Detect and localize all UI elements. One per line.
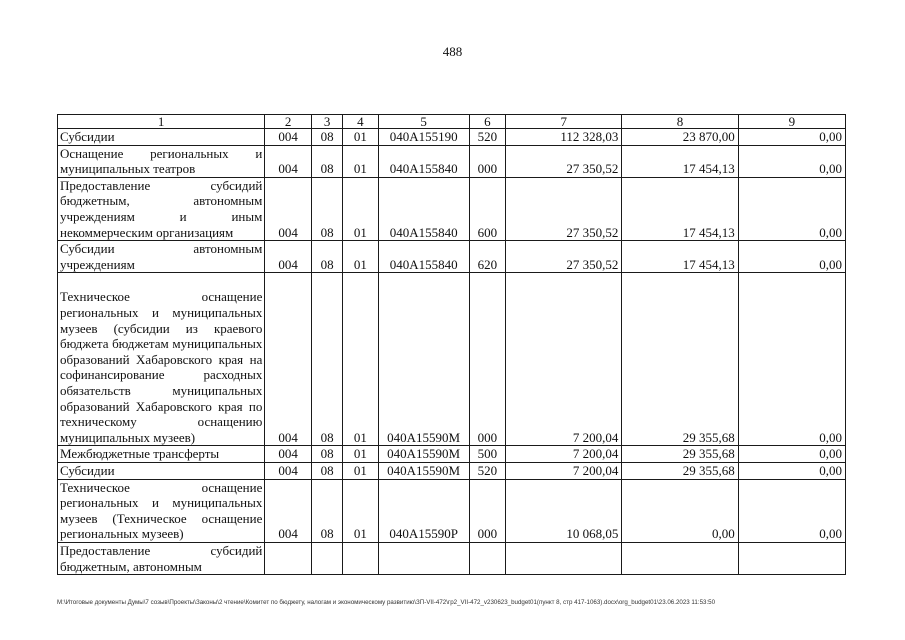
subsection-cell: 01 <box>343 273 378 446</box>
section-cell: 08 <box>311 273 342 446</box>
table-row <box>58 241 846 273</box>
code-cell: 004 <box>265 446 312 463</box>
amount-cell: 0,00 <box>738 273 845 446</box>
document-path-footer: М:\Итоговые документы Думы\7 созыв\Проекты\Законы\2 чтение\Комитет по бюджету, налогам и экономическому развитию\ЗП-VII-472\гр2_VII-472_v230623_budget01(пункт 8, стр 417-1063).docx\org_budget01\23.06.2023 11:53:50 <box>57 599 716 606</box>
column-header: 9 <box>738 115 845 129</box>
table-header-row <box>58 115 846 129</box>
row-name-cell: Оснащение региональных и муниципальных театров <box>58 145 265 177</box>
amount-cell: 0,00 <box>738 479 845 542</box>
section-cell: 08 <box>311 145 342 177</box>
amount-cell: 27 350,52 <box>506 145 622 177</box>
code-cell: 004 <box>265 479 312 542</box>
expense-type-cell <box>469 542 505 574</box>
subsection-cell <box>343 542 378 574</box>
amount-cell: 10 068,05 <box>506 479 622 542</box>
subsection-cell: 01 <box>343 462 378 479</box>
row-name-cell: Субсидии <box>58 462 265 479</box>
table-row <box>58 542 846 574</box>
amount-cell: 0,00 <box>738 241 845 273</box>
expense-type-cell: 000 <box>469 273 505 446</box>
page-number: 488 <box>442 44 463 59</box>
expense-type-cell: 600 <box>469 177 505 240</box>
row-name-cell: Предоставление субсидий бюджетным, автономным учреждениям и иным некоммерческим организациям <box>58 177 265 240</box>
column-header: 7 <box>506 115 622 129</box>
amount-cell: 0,00 <box>738 145 845 177</box>
code-cell: 004 <box>265 145 312 177</box>
row-name-cell: Субсидии автономным учреждениям <box>58 241 265 273</box>
amount-cell: 0,00 <box>738 446 845 463</box>
amount-cell: 0,00 <box>738 129 845 146</box>
row-name-cell: Предоставление субсидий бюджетным, автономным <box>58 542 265 574</box>
column-header: 3 <box>311 115 342 129</box>
row-name-cell: Субсидии <box>58 129 265 146</box>
amount-cell: 23 870,00 <box>622 129 738 146</box>
section-cell: 08 <box>311 479 342 542</box>
amount-cell: 17 454,13 <box>622 177 738 240</box>
column-header: 1 <box>58 115 265 129</box>
table-row <box>58 273 846 446</box>
table-row <box>58 177 846 240</box>
amount-cell <box>506 542 622 574</box>
expense-type-cell: 000 <box>469 145 505 177</box>
amount-cell <box>622 542 738 574</box>
target-article-cell: 040А15590Р <box>378 479 469 542</box>
amount-cell: 27 350,52 <box>506 241 622 273</box>
expense-type-cell: 620 <box>469 241 505 273</box>
amount-cell: 0,00 <box>738 177 845 240</box>
target-article-cell: 040А155840 <box>378 145 469 177</box>
amount-cell: 17 454,13 <box>622 145 738 177</box>
amount-cell: 0,00 <box>622 479 738 542</box>
expense-type-cell: 520 <box>469 462 505 479</box>
column-header: 6 <box>469 115 505 129</box>
row-name-cell: Техническое оснащение региональных и муниципальных музеев (субсидии из краевого бюджета бюджетам муниципальных образований Хабаровского края на софинансирование расходных обязательств муниципальных образований Хабаровского края по техническому оснащению муниципальных музеев) <box>58 273 265 446</box>
code-cell: 004 <box>265 241 312 273</box>
column-header: 8 <box>622 115 738 129</box>
row-name-cell: Техническое оснащение региональных и муниципальных музеев (Техническое оснащение региональных музеев) <box>58 479 265 542</box>
column-header: 2 <box>265 115 312 129</box>
code-cell: 004 <box>265 129 312 146</box>
expense-type-cell: 520 <box>469 129 505 146</box>
amount-cell: 29 355,68 <box>622 462 738 479</box>
amount-cell: 112 328,03 <box>506 129 622 146</box>
code-cell: 004 <box>265 177 312 240</box>
table-row <box>58 446 846 463</box>
code-cell: 004 <box>265 462 312 479</box>
target-article-cell: 040А155840 <box>378 177 469 240</box>
amount-cell: 29 355,68 <box>622 273 738 446</box>
amount-cell: 7 200,04 <box>506 462 622 479</box>
target-article-cell: 040А155840 <box>378 241 469 273</box>
table-row <box>58 145 846 177</box>
amount-cell: 17 454,13 <box>622 241 738 273</box>
amount-cell: 27 350,52 <box>506 177 622 240</box>
section-cell: 08 <box>311 241 342 273</box>
subsection-cell: 01 <box>343 145 378 177</box>
amount-cell: 7 200,04 <box>506 446 622 463</box>
column-header: 5 <box>378 115 469 129</box>
amount-cell: 7 200,04 <box>506 273 622 446</box>
subsection-cell: 01 <box>343 177 378 240</box>
section-cell: 08 <box>311 462 342 479</box>
subsection-cell: 01 <box>343 446 378 463</box>
column-header: 4 <box>343 115 378 129</box>
row-name-cell: Межбюджетные трансферты <box>58 446 265 463</box>
target-article-cell: 040А15590М <box>378 273 469 446</box>
section-cell <box>311 542 342 574</box>
subsection-cell: 01 <box>343 479 378 542</box>
table-row <box>58 129 846 146</box>
amount-cell: 0,00 <box>738 462 845 479</box>
section-cell: 08 <box>311 177 342 240</box>
amount-cell: 29 355,68 <box>622 446 738 463</box>
section-cell: 08 <box>311 129 342 146</box>
expense-type-cell: 000 <box>469 479 505 542</box>
budget-table <box>57 114 846 575</box>
amount-cell <box>738 542 845 574</box>
table-row <box>58 462 846 479</box>
target-article-cell: 040А15590М <box>378 446 469 463</box>
subsection-cell: 01 <box>343 129 378 146</box>
table-row <box>58 479 846 542</box>
section-cell: 08 <box>311 446 342 463</box>
target-article-cell: 040А155190 <box>378 129 469 146</box>
target-article-cell: 040А15590М <box>378 462 469 479</box>
expense-type-cell: 500 <box>469 446 505 463</box>
code-cell: 004 <box>265 273 312 446</box>
subsection-cell: 01 <box>343 241 378 273</box>
code-cell <box>265 542 312 574</box>
target-article-cell <box>378 542 469 574</box>
